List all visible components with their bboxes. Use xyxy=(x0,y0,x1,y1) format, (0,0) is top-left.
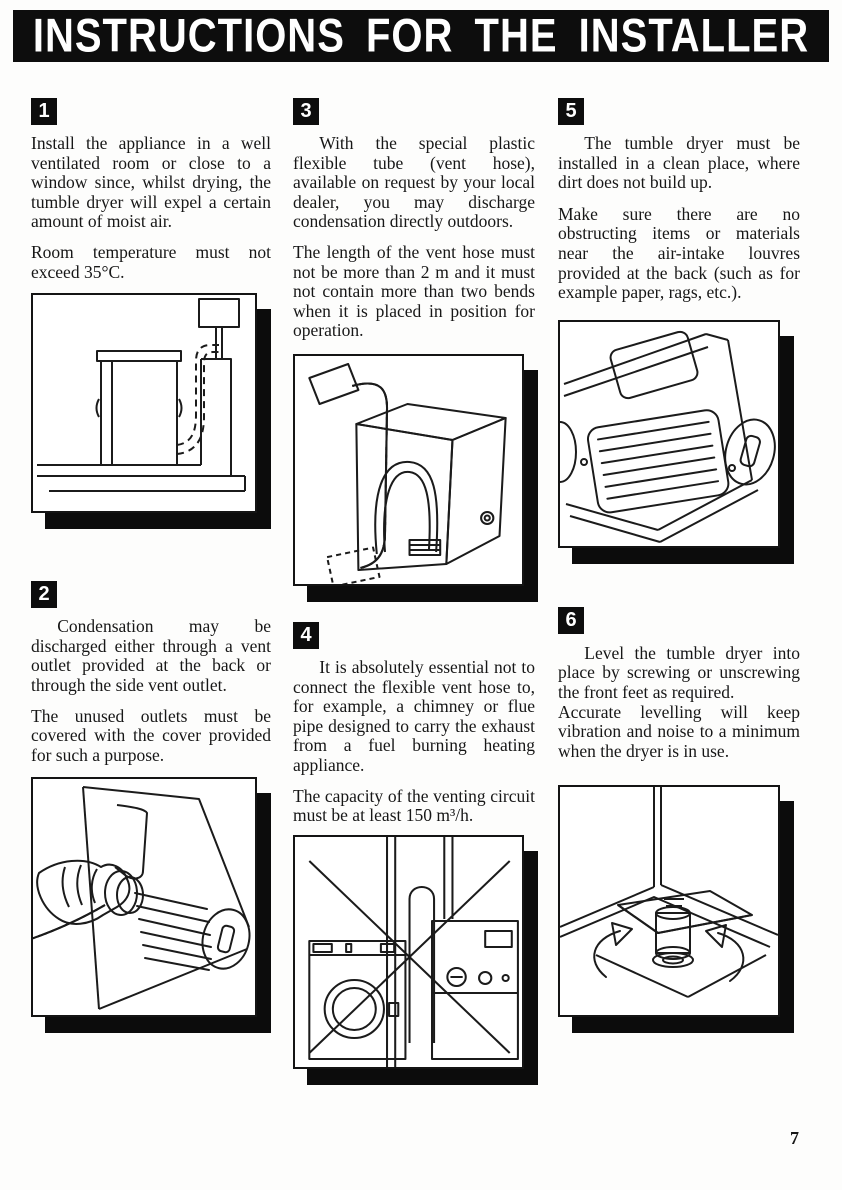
section-6-badge: 6 xyxy=(558,607,584,634)
figure-1-room-vent-illustration xyxy=(31,293,257,513)
section-3-paragraph-2: The length of the vent hose must not be more than 2 m and it must not contain more than two bends when it is placed in position for operation. xyxy=(293,241,535,341)
figure-6-levelling-foot-illustration xyxy=(558,785,780,1017)
column-2 xyxy=(293,98,535,1069)
figure-4-prohibited-connection-illustration xyxy=(293,835,524,1069)
section-3-badge: 3 xyxy=(293,98,319,125)
page-title-banner xyxy=(13,10,829,62)
dryer-hose-drawing-icon xyxy=(295,356,522,584)
figure-3-vent-hose-illustration xyxy=(293,354,524,586)
section-2-badge: 2 xyxy=(31,581,57,608)
section-4-badge: 4 xyxy=(293,622,319,649)
section-1-paragraph-2: Room temperature must not exceed 35°C. xyxy=(31,241,271,282)
section-4-paragraph-1: It is absolutely essential not to connect the flexible vent hose to, for example, a chimney or flue pipe designed to carry the exhaust from a fuel burning heating appliance. xyxy=(293,656,535,775)
figure-2-hose-connection-illustration xyxy=(31,777,257,1017)
column-1 xyxy=(31,98,271,1017)
levelling-foot-drawing-icon xyxy=(560,787,778,1015)
section-4-paragraph-2: The capacity of the venting circuit must be at least 150 m³/h. xyxy=(293,785,535,826)
section-6-paragraph-2: Accurate levelling will keep vibration and noise to a minimum when the dryer is in use. xyxy=(558,701,800,761)
column-3 xyxy=(558,98,800,1017)
room-vent-drawing-icon xyxy=(33,295,255,511)
hose-connection-drawing-icon xyxy=(33,779,255,1015)
page-number: 7 xyxy=(790,1128,799,1148)
section-5-badge: 5 xyxy=(558,98,584,125)
figure-5-louvres-illustration xyxy=(558,320,780,548)
section-2-paragraph-2: The unused outlets must be covered with the cover provided for such a purpose. xyxy=(31,705,271,765)
louvres-drawing-icon xyxy=(560,322,778,546)
section-3-paragraph-1: With the special plastic flexible tube (vent hose), available on request by your local dealer, you may discharge condensation directly outdoors. xyxy=(293,133,535,232)
section-6-paragraph-1: Level the tumble dryer into place by screwing or unscrewing the front feet as required. xyxy=(558,642,800,702)
page-title: INSTRUCTIONS FOR THE INSTALLER xyxy=(32,9,810,62)
section-1-badge: 1 xyxy=(31,98,57,125)
crossed-out-chimney-drawing-icon xyxy=(295,837,522,1067)
section-5-paragraph-2: Make sure there are no obstructing items or materials near the air-intake louvres provided at the back (such as for example paper, rags, etc.). xyxy=(558,203,800,303)
section-5-paragraph-1: The tumble dryer must be installed in a clean place, where dirt does not build up. xyxy=(558,133,800,193)
section-1-paragraph-1: Install the appliance in a well ventilated room or close to a window since, whilst drying, the tumble dryer will expel a certain amount of moist air. xyxy=(31,133,271,232)
section-2-paragraph-1: Condensation may be discharged either through a vent outlet provided at the back or through the side vent outlet. xyxy=(31,616,271,695)
